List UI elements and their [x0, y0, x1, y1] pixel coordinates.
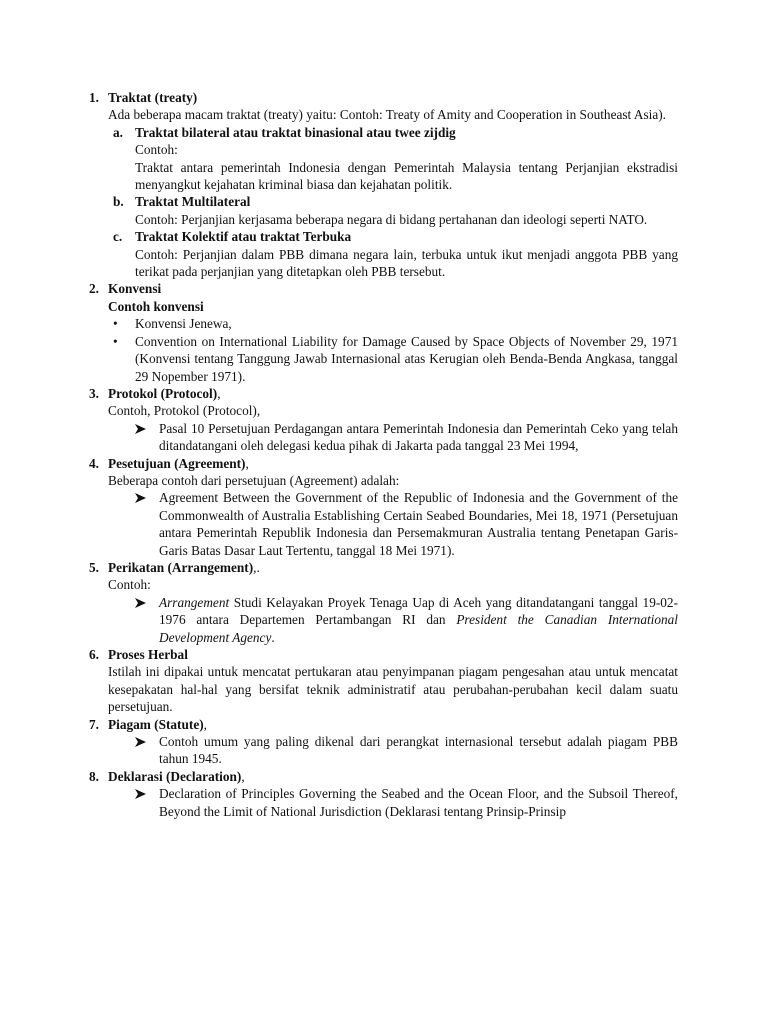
- title-suffix: ,.: [253, 559, 260, 575]
- italic-term: Arrangement: [159, 594, 230, 610]
- section-intro: Contoh:: [108, 577, 151, 593]
- section-title: Protokol (Protocol): [108, 385, 218, 401]
- bullet-text: Konvensi Jenewa,: [135, 316, 232, 332]
- section-subtitle: Contoh konvensi: [108, 298, 204, 314]
- arrow-item-text: Declaration of Principles Governing the Seabed and the Ocean Floor, and the Subsoil Thereof, Beyond the Limit of National Jurisdiction (Deklarasi tentang Prinsip-Prinsip: [159, 786, 678, 819]
- section-intro: Contoh, Protokol (Protocol),: [108, 403, 261, 419]
- section-title: Pesetujuan (Agreement): [108, 455, 246, 471]
- subitem-title: Traktat Kolektif atau traktat Terbuka: [135, 229, 352, 245]
- section-deklarasi: [0, 768, 678, 820]
- subitem-letter: c.: [113, 229, 123, 245]
- section-number: 6.: [89, 647, 99, 662]
- title-suffix: ,: [245, 455, 249, 471]
- italic-term: President the Canadian International Development Agency: [159, 612, 679, 645]
- section-title: Perikatan (Arrangement): [108, 559, 254, 575]
- subitem-b: [108, 193, 678, 228]
- section-proses-herbal: [0, 646, 678, 716]
- arrow-item: [108, 594, 678, 646]
- section-number: 7.: [89, 716, 99, 732]
- arrow-item-body: Studi Kelayakan Proyek Tenaga Uap di Aceh yang ditandatangani tanggal 19-02-1976 antara Departemen Pertambangan RI dan: [159, 594, 678, 628]
- section-number: 4.: [89, 455, 99, 471]
- title-suffix: ,: [217, 385, 221, 401]
- section-konvensi: [0, 280, 678, 384]
- document-content: [0, 89, 768, 820]
- arrow-item-end: .: [271, 629, 275, 645]
- arrow-bullet-icon: [135, 733, 146, 747]
- arrow-bullet-icon: [135, 785, 146, 799]
- title-suffix: ,: [203, 716, 207, 732]
- section-title: Piagam (Statute): [108, 716, 204, 732]
- bullet-item: [108, 333, 678, 385]
- section-protokol: [0, 385, 678, 455]
- arrow-item: [108, 489, 678, 559]
- section-piagam: [0, 716, 678, 768]
- arrow-item-text: Pasal 10 Persetujuan Perdagangan antara Pemerintah Indonesia dan Pemerintah Ceko yang telah ditandatangani oleh delegasi kedua pihak di Jakarta pada tanggal 23 Mei 1994,: [159, 420, 678, 454]
- bullet-text: Convention on International Liability for Damage Caused by Space Objects of November 29, 1971 (Konvensi tentang Tanggung Jawab Internasional atas Kerugian oleh Benda-Benda Angkasa, tanggal 29 Nopember 1971).: [135, 333, 678, 384]
- section-traktat: [0, 89, 678, 280]
- arrow-bullet-icon: [135, 594, 146, 608]
- subitem-letter: b.: [113, 194, 124, 210]
- arrow-item: [108, 420, 678, 455]
- subitem-letter: a.: [113, 124, 123, 140]
- section-intro: Beberapa contoh dari persetujuan (Agreement) adalah:: [108, 472, 400, 488]
- section-intro: Ada beberapa macam traktat (treaty) yaitu: Contoh: Treaty of Amity and Cooperation in Southeast Asia).: [108, 107, 666, 123]
- bullet-icon: •: [113, 316, 118, 332]
- section-title: Deklarasi (Declaration): [108, 768, 242, 784]
- arrow-item-text: Agreement Between the Government of the Republic of Indonesia and the Government of the Commonwealth of Australia Establishing Certain Seabed Boundaries, Mei 18, 1971 (Persetujuan antara Pemerintah Republik Indonesia dan Persemakmuran Australia tentang Penetapan Garis-Garis Batas Dasar Laut Tertentu, tanggal 18 Mei 1971).: [159, 490, 678, 558]
- arrow-bullet-icon: [135, 420, 146, 434]
- subitem-text: Contoh:: [135, 142, 178, 158]
- section-number: 5.: [89, 559, 99, 575]
- section-number: 3.: [89, 385, 99, 401]
- bullet-icon: •: [113, 333, 118, 349]
- section-persetujuan: [0, 455, 678, 559]
- subitem-text: Contoh: Perjanjian dalam PBB dimana negara lain, terbuka untuk ikut menjadi anggota PBB yang terikat pada perjanjian yang ditetapkan oleh PBB tersebut.: [135, 246, 678, 280]
- subitem-title: Traktat Multilateral: [135, 194, 251, 210]
- section-title: Proses Herbal: [108, 647, 188, 662]
- arrow-item: [108, 733, 678, 768]
- subitem-c: [108, 228, 678, 280]
- arrow-item-text: [159, 594, 678, 646]
- arrow-item: [108, 785, 678, 820]
- arrow-bullet-icon: [135, 489, 146, 503]
- section-number: 1.: [89, 90, 99, 105]
- subitem-text: Contoh: Perjanjian kerjasama beberapa negara di bidang pertahanan dan ideologi seperti NATO.: [135, 211, 648, 227]
- subitem-text: Traktat antara pemerintah Indonesia dengan Pemerintah Malaysia tentang Perjanjian ekstradisi menyangkut kejahatan kriminal biasa dan kejahatan politik.: [135, 159, 678, 193]
- section-title: Konvensi: [108, 281, 162, 297]
- section-perikatan: [0, 559, 678, 646]
- title-suffix: ,: [241, 768, 245, 784]
- section-number: 8.: [89, 768, 99, 784]
- subitem-title: Traktat bilateral atau traktat binasional atau twee zijdig: [135, 124, 456, 140]
- arrow-item-text: Contoh umum yang paling dikenal dari perangkat internasional tersebut adalah piagam PBB tahun 1945.: [159, 734, 678, 767]
- subitem-a: [108, 124, 678, 194]
- section-text: Istilah ini dipakai untuk mencatat pertukaran atau penyimpanan piagam pengesahan atau untuk mencatat kesepakatan hal-hal yang bersifat teknik administratif atau perubahan-perubahan kecil dalam suatu persetujuan.: [108, 664, 678, 715]
- section-number: 2.: [89, 281, 99, 297]
- bullet-item: [108, 315, 678, 332]
- section-title: Traktat (treaty): [108, 90, 198, 105]
